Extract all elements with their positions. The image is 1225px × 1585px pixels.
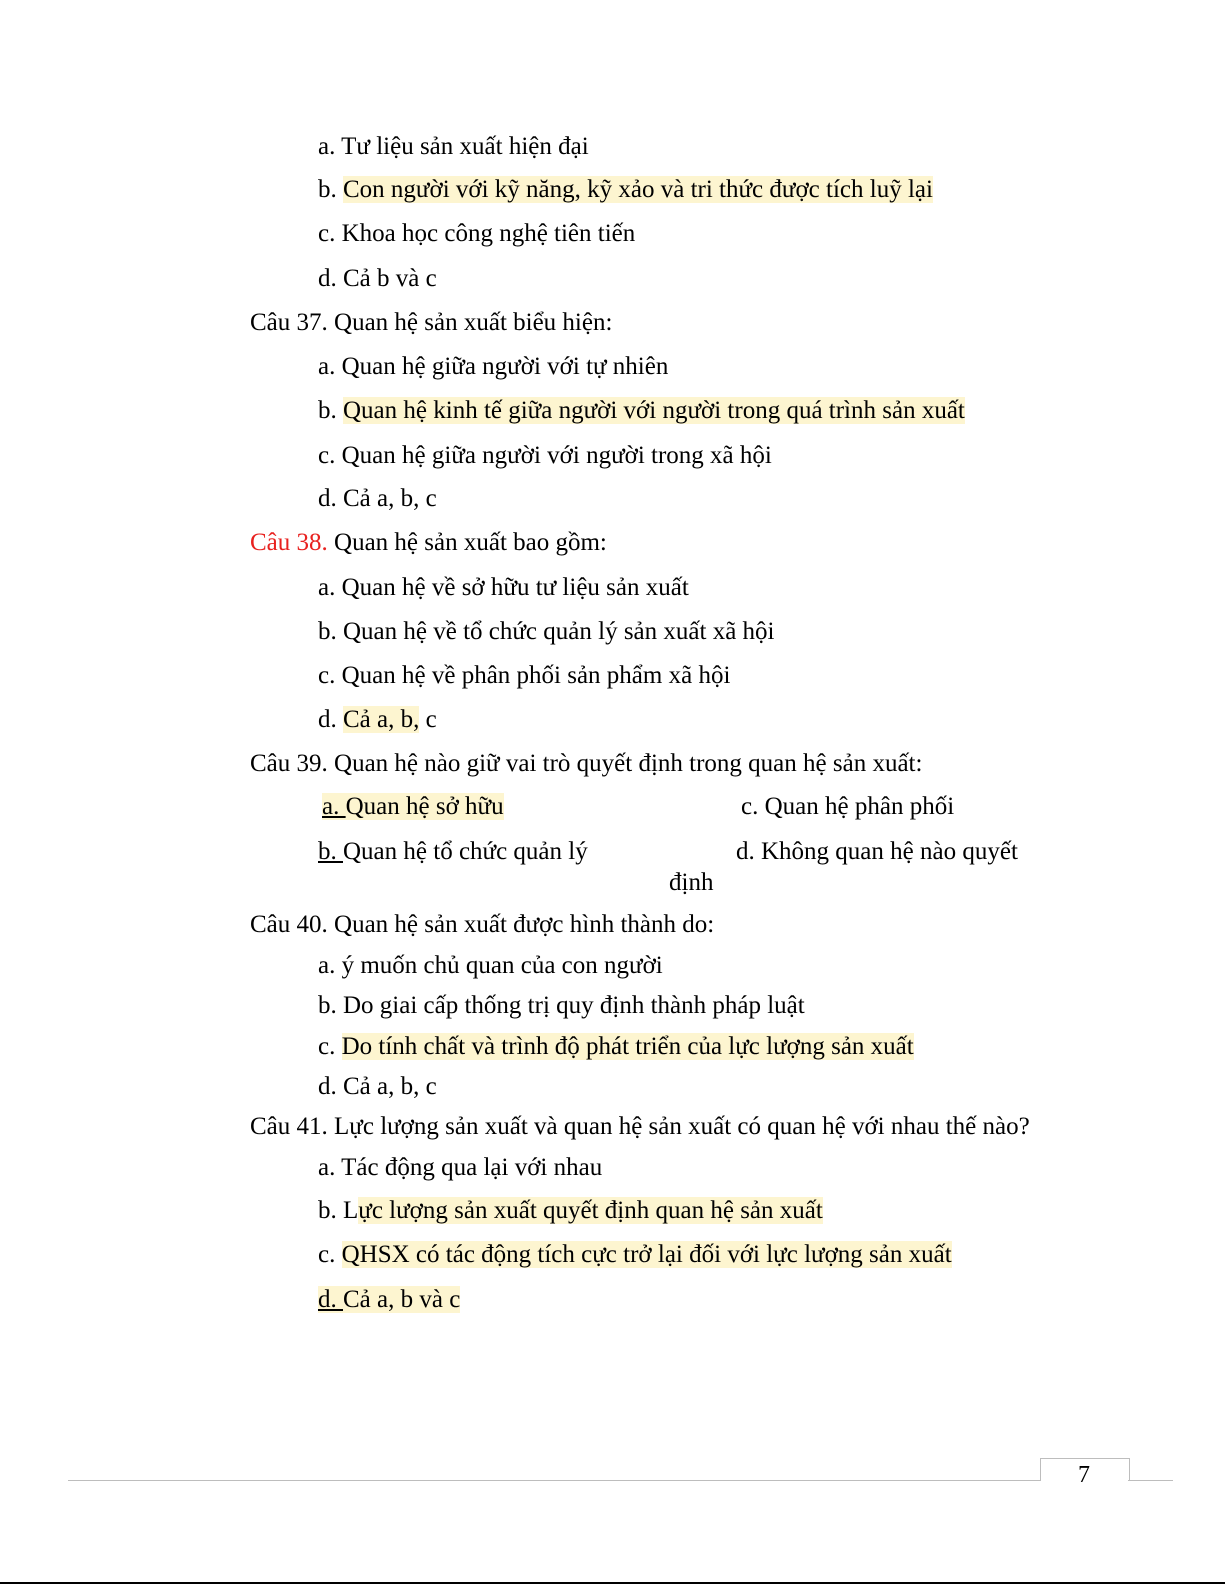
q37-option-a: a. Quan hệ giữa người với tự nhiên bbox=[318, 353, 669, 380]
q39-question: Câu 39. Quan hệ nào giữ vai trò quyết định trong quan hệ sản xuất: bbox=[250, 750, 923, 777]
footer-rule-right bbox=[1128, 1480, 1173, 1481]
q38-question-text: Quan hệ sản xuất bao gồm: bbox=[327, 529, 607, 556]
page-bottom-edge bbox=[0, 1582, 1225, 1584]
option-label: b. bbox=[318, 838, 343, 865]
q40-question: Câu 40. Quan hệ sản xuất được hình thành do: bbox=[250, 911, 715, 938]
q38-option-d bbox=[318, 705, 437, 735]
option-label: b. bbox=[318, 176, 343, 203]
q38-option-a: a. Quan hệ về sở hữu tư liệu sản xuất bbox=[318, 574, 689, 601]
option-label: d. bbox=[318, 706, 343, 733]
page-number: 7 bbox=[1078, 1462, 1090, 1488]
q38-option-c: c. Quan hệ về phân phối sản phẩm xã hội bbox=[318, 662, 731, 689]
q41-option-d bbox=[318, 1285, 460, 1315]
q40-option-b: b. Do giai cấp thống trị quy định thành pháp luật bbox=[318, 992, 805, 1019]
q36-option-a: a. Tư liệu sản xuất hiện đại bbox=[318, 133, 589, 160]
option-label: c. bbox=[318, 1033, 342, 1060]
q39-option-b bbox=[318, 837, 588, 867]
q41-question: Câu 41. Lực lượng sản xuất và quan hệ sản xuất có quan hệ với nhau thế nào? bbox=[250, 1113, 1030, 1140]
q40-option-a: a. ý muốn chủ quan của con người bbox=[318, 952, 663, 979]
highlighted-answer: Quan hệ kinh tế giữa người với người trong quá trình sản xuất bbox=[343, 397, 965, 424]
q37-option-b bbox=[318, 396, 965, 426]
q39-option-a bbox=[322, 792, 504, 822]
highlighted-answer: Do tính chất và trình độ phát triển của lực lượng sản xuất bbox=[341, 1033, 914, 1060]
q41-option-b bbox=[318, 1196, 823, 1226]
q41-option-c bbox=[318, 1240, 952, 1270]
q40-option-c bbox=[318, 1032, 914, 1062]
option-label: a. bbox=[322, 793, 346, 820]
option-text: Quan hệ tổ chức quản lý bbox=[343, 838, 588, 865]
q41-option-a: a. Tác động qua lại với nhau bbox=[318, 1154, 603, 1181]
q40-option-d: d. Cả a, b, c bbox=[318, 1073, 437, 1100]
q36-option-c: c. Khoa học công nghệ tiên tiến bbox=[318, 220, 636, 247]
q37-question: Câu 37. Quan hệ sản xuất biểu hiện: bbox=[250, 309, 613, 336]
option-label: b. L bbox=[318, 1197, 359, 1224]
q36-option-b bbox=[318, 175, 933, 205]
option-suffix: c bbox=[419, 706, 437, 733]
highlighted-answer: QHSX có tác động tích cực trở lại đối với lực lượng sản xuất bbox=[341, 1241, 952, 1268]
q39-option-d-continued: định bbox=[669, 869, 714, 896]
highlighted-answer: Cả a, b và c bbox=[343, 1286, 461, 1313]
highlighted-answer: Cả a, b, bbox=[343, 706, 420, 733]
q38-question bbox=[250, 528, 607, 558]
option-label: c. bbox=[318, 1241, 342, 1268]
q38-number: Câu 38. bbox=[250, 529, 328, 556]
footer-rule-left bbox=[68, 1480, 1040, 1481]
q36-option-d: d. Cả b và c bbox=[318, 265, 437, 292]
q38-option-b: b. Quan hệ về tổ chức quản lý sản xuất xã hội bbox=[318, 618, 775, 645]
q37-option-d: d. Cả a, b, c bbox=[318, 485, 437, 512]
highlighted-answer: Quan hệ sở hữu bbox=[345, 793, 504, 820]
q39-option-c: c. Quan hệ phân phối bbox=[741, 793, 955, 820]
q39-option-d: d. Không quan hệ nào quyết bbox=[736, 838, 1018, 865]
highlighted-answer: ực lượng sản xuất quyết định quan hệ sản xuất bbox=[358, 1197, 823, 1224]
highlighted-answer: Con người với kỹ năng, kỹ xảo và tri thức được tích luỹ lại bbox=[343, 176, 933, 203]
q37-option-c: c. Quan hệ giữa người với người trong xã hội bbox=[318, 442, 772, 469]
option-label: d. bbox=[318, 1286, 343, 1313]
option-label: b. bbox=[318, 397, 343, 424]
